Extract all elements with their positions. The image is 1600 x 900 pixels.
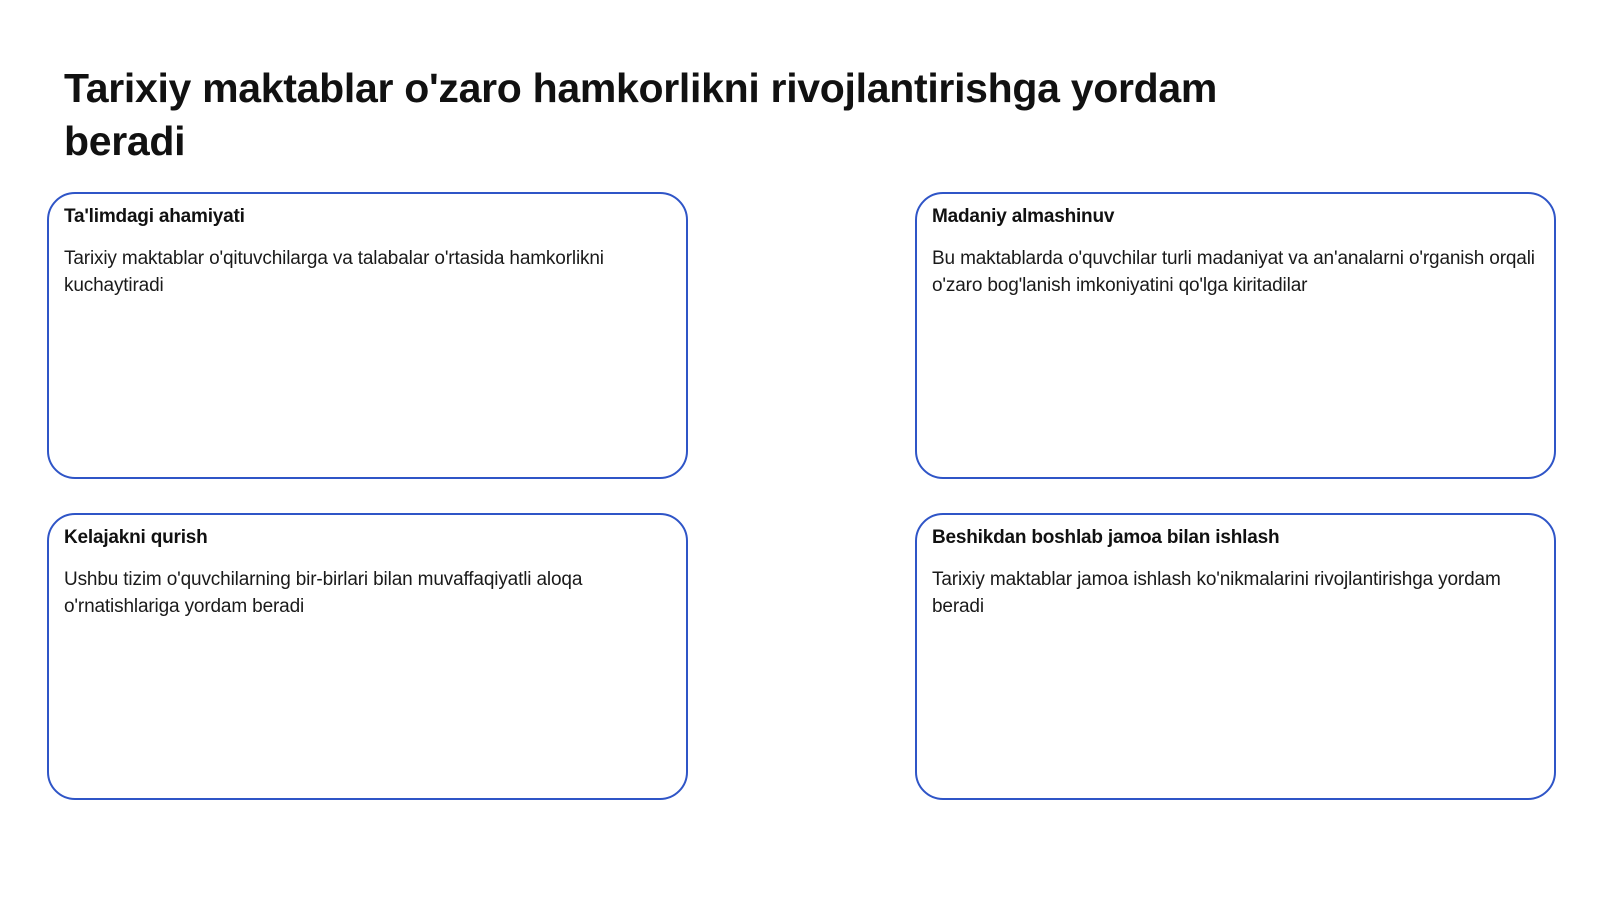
- card-heading: Kelajakni qurish: [64, 527, 208, 548]
- card-heading: Ta'limdagi ahamiyati: [64, 206, 245, 227]
- card-body: Bu maktablarda o'quvchilar turli madaniyat va an'analarni o'rganish orqali o'zaro bog'lanish imkoniyatini qo'lga kiritadilar: [932, 248, 1535, 296]
- card-heading: Madaniy almashinuv: [932, 206, 1115, 227]
- card-heading: Beshikdan boshlab jamoa bilan ishlash: [932, 527, 1280, 548]
- card-kelajakni-qurish: [47, 513, 688, 800]
- card-jamoa-bilan-ishlash: [915, 513, 1556, 800]
- card-body: Ushbu tizim o'quvchilarning bir-birlari bilan muvaffaqiyatli aloqa o'rnatishlariga yordam beradi: [64, 569, 583, 617]
- card-talimdagi-ahamiyati: [47, 192, 688, 479]
- slide-title: Tarixiy maktablar o'zaro hamkorlikni rivojlantirishga yordam beradi: [64, 65, 1218, 164]
- card-body: Tarixiy maktablar o'qituvchilarga va talabalar o'rtasida hamkorlikni kuchaytiradi: [64, 248, 604, 296]
- card-madaniy-almashinuv: [915, 192, 1556, 479]
- card-body: Tarixiy maktablar jamoa ishlash ko'nikmalarini rivojlantirishga yordam beradi: [932, 569, 1501, 617]
